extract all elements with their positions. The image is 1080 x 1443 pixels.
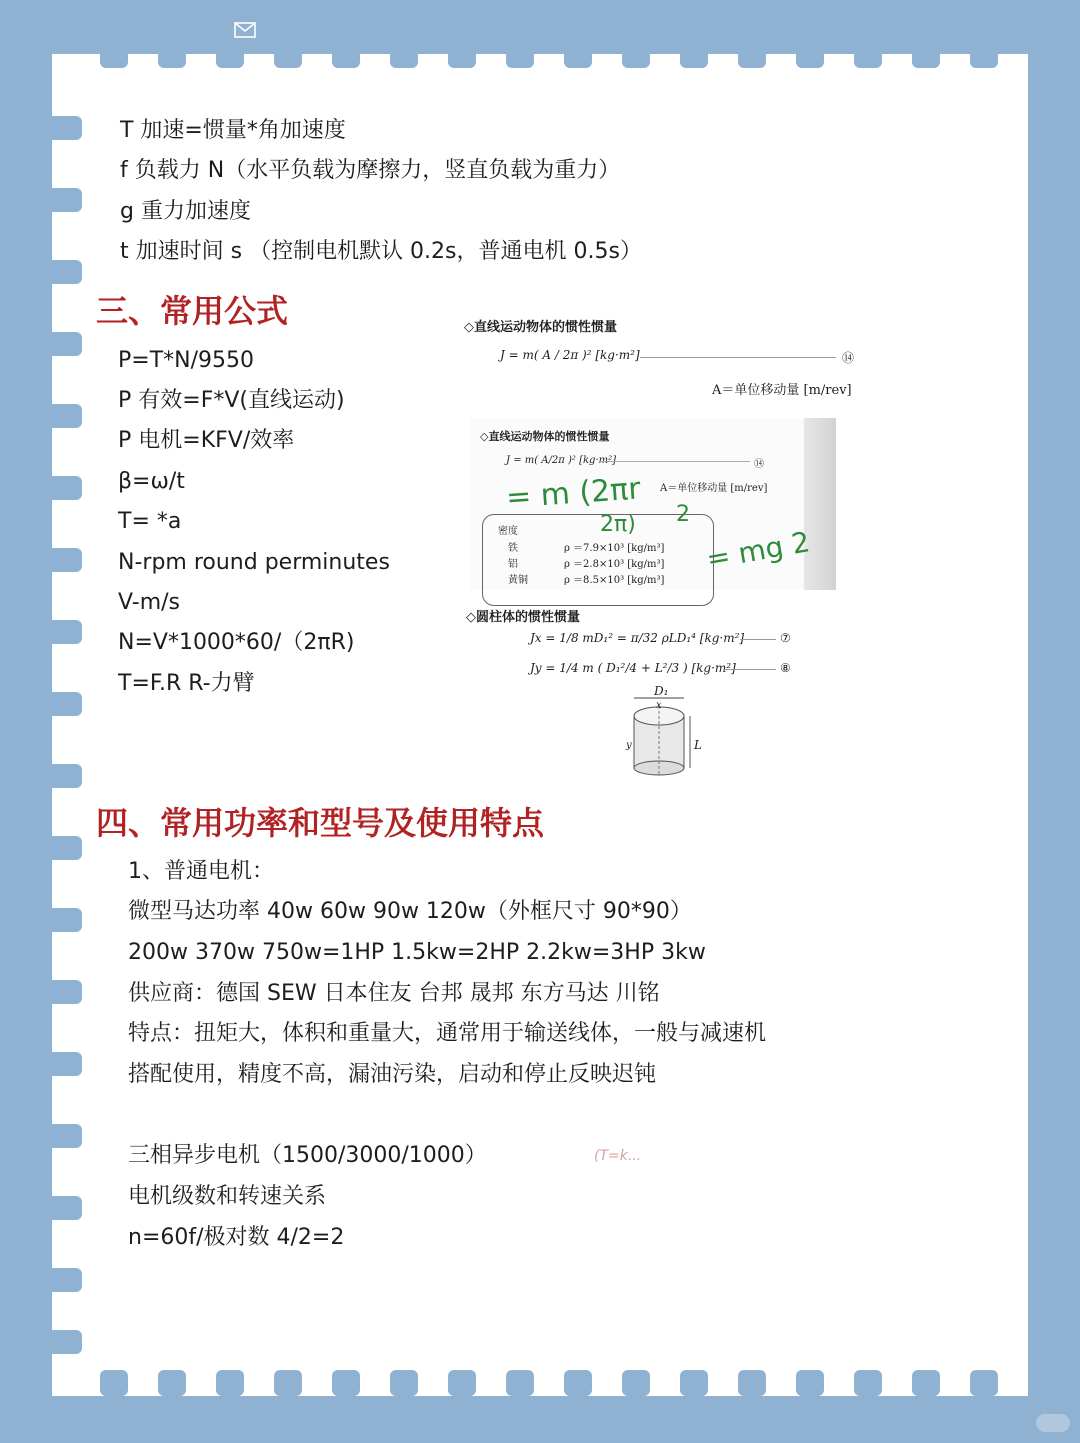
section-heading-motors: 四、常用功率和型号及使用特点 <box>96 804 545 842</box>
paragraph-line: 供应商：德国 SEW 日本住友 台邦 晟邦 东方马达 川铭 <box>128 981 660 1006</box>
density-row-value: ρ ＝8.5×10³ [kg/m³] <box>564 575 665 586</box>
binding-tooth <box>40 332 82 356</box>
binding-tooth <box>158 1370 186 1396</box>
paragraph-line: 搭配使用，精度不高，漏油污染，启动和停止反映迟钝 <box>128 1062 657 1087</box>
binding-tooth <box>448 1370 476 1396</box>
formula-line: N=V*1000*60/（2πR) <box>118 630 355 655</box>
binding-tooth <box>332 1370 360 1396</box>
equation-linear-inertia: J = m( A / 2π )² [kg·m²] <box>500 348 640 362</box>
equation-number: ⑧ <box>780 661 791 675</box>
cylinder-diagram <box>620 684 710 778</box>
figure-title-cylinder-inertia: ◇圆柱体的惯性惯量 <box>466 610 580 625</box>
text-line: T 加速=惯量*角加速度 <box>120 118 346 143</box>
binding-tooth <box>680 42 708 68</box>
binding-tooth <box>796 1370 824 1396</box>
binding-tooth <box>40 1268 82 1292</box>
figure-title-linear-inertia: ◇直线运动物体的惯性惯量 <box>464 320 617 335</box>
paragraph-line: 三相异步电机（1500/3000/1000） <box>128 1143 487 1168</box>
cylinder-label-length: L <box>694 738 702 752</box>
binding-tooth <box>216 1370 244 1396</box>
density-row-value: ρ ＝7.9×10³ [kg/m³] <box>564 543 665 554</box>
binding-tooth <box>40 836 82 860</box>
formula-line: V-m/s <box>118 590 181 615</box>
paragraph-line: 200w 370w 750w=1HP 1.5kw=2HP 2.2kw=3HP 3kw <box>128 940 706 965</box>
binding-tooth <box>40 1124 82 1148</box>
equation-number: ⑦ <box>780 631 791 645</box>
paragraph-line: n=60f/极对数 4/2=2 <box>128 1225 345 1250</box>
photo-annotated-formula <box>470 418 836 590</box>
binding-tooth <box>40 1196 82 1220</box>
binding-tooth <box>738 42 766 68</box>
text-line: t 加速时间 s （控制电机默认 0.2s，普通电机 0.5s） <box>120 239 642 264</box>
paragraph-line: 电机级数和转速关系 <box>128 1184 327 1209</box>
binding-tooth <box>564 42 592 68</box>
binding-tooth <box>40 1330 82 1354</box>
binding-tooth <box>738 1370 766 1396</box>
equation-cylinder-jy: Jy = 1/4 m ( D₁²/4 + L²/3 ) [kg·m²] <box>530 661 736 675</box>
binding-tooth <box>40 548 82 572</box>
binding-tooth <box>40 404 82 428</box>
photo-title: ◇直线运动物体的惯性惯量 <box>480 430 610 443</box>
binding-tooth <box>100 1370 128 1396</box>
binding-tooth <box>680 1370 708 1396</box>
faint-scribble: (T=k... <box>594 1148 642 1164</box>
binding-tooth <box>332 42 360 68</box>
binding-tooth <box>40 692 82 716</box>
binding-tooth <box>854 42 882 68</box>
text-line: f 负载力 N（水平负载为摩擦力，竖直负载为重力） <box>120 158 621 183</box>
watermark-badge <box>1036 1414 1070 1432</box>
equation-leader-line <box>740 639 776 640</box>
text-line: g 重力加速度 <box>120 199 251 224</box>
photo-equation-note: A＝单位移动量 [m/rev] <box>660 483 768 494</box>
binding-tooth <box>40 620 82 644</box>
binding-tooth <box>622 1370 650 1396</box>
density-row-value: ρ ＝2.8×10³ [kg/m³] <box>564 559 665 570</box>
handwriting: = m (2πr <box>504 471 642 516</box>
binding-tooth <box>40 260 82 284</box>
handwriting: 2π) <box>600 512 636 537</box>
formula-line: P 有效=F*V(直线运动) <box>118 388 345 413</box>
paragraph-line: 微型马达功率 40w 60w 90w 120w（外框尺寸 90*90） <box>128 899 692 924</box>
cylinder-label-x: x <box>656 700 662 711</box>
cylinder-label-diameter: D₁ <box>654 684 669 698</box>
paragraph-line: 1、普通电机： <box>128 859 274 884</box>
binding-tooth <box>970 42 998 68</box>
cylinder-label-y: y <box>626 740 632 751</box>
binding-tooth <box>100 42 128 68</box>
binding-tooth <box>390 1370 418 1396</box>
mail-icon <box>234 22 256 38</box>
section-heading-formulas: 三、常用公式 <box>96 292 289 330</box>
density-row-material: 铝 <box>508 559 518 570</box>
equation-cylinder-jx: Jx = 1/8 mD₁² = π/32 ρLD₁⁴ [kg·m²] <box>530 631 745 645</box>
density-table-header: 密度 <box>498 526 518 537</box>
binding-tooth <box>274 1370 302 1396</box>
binding-tooth <box>564 1370 592 1396</box>
photo-equation-number: ⑭ <box>754 459 764 470</box>
binding-tooth <box>40 476 82 500</box>
binding-tooth <box>448 42 476 68</box>
formula-line: N-rpm round perminutes <box>118 550 390 575</box>
handwriting: 2 <box>676 502 690 527</box>
formula-line: P 电机=KFV/效率 <box>118 428 295 453</box>
binding-tooth <box>912 1370 940 1396</box>
binding-tooth <box>796 42 824 68</box>
binding-tooth <box>622 42 650 68</box>
handwriting: = mg 2 <box>703 525 813 576</box>
equation-leader-line <box>724 669 776 670</box>
paragraph-line: 特点：扭矩大，体积和重量大，通常用于输送线体，一般与减速机 <box>128 1021 767 1046</box>
binding-tooth <box>390 42 418 68</box>
equation-leader-line <box>640 357 836 358</box>
binding-tooth <box>158 42 186 68</box>
density-row-material: 黄铜 <box>508 575 528 586</box>
photo-edge-shadow <box>804 418 836 590</box>
binding-tooth <box>40 908 82 932</box>
density-row-material: 铁 <box>508 543 518 554</box>
formula-line: T= *a <box>118 509 182 534</box>
equation-note: A＝单位移动量 [m/rev] <box>712 383 852 398</box>
binding-tooth <box>506 1370 534 1396</box>
equation-number: ⑭ <box>842 351 855 365</box>
binding-tooth <box>40 980 82 1004</box>
photo-equation: J = m( A/2π )² [kg·m²] <box>506 455 617 466</box>
binding-tooth <box>40 116 82 140</box>
binding-tooth <box>274 42 302 68</box>
binding-tooth <box>216 42 244 68</box>
binding-tooth <box>40 1052 82 1076</box>
formula-line: β=ω/t <box>118 469 185 494</box>
binding-tooth <box>506 42 534 68</box>
photo-leader-line <box>600 461 750 462</box>
formula-line: T=F.R R-力臂 <box>118 671 255 696</box>
formula-line: P=T*N/9550 <box>118 348 254 373</box>
binding-tooth <box>912 42 940 68</box>
binding-tooth <box>40 188 82 212</box>
binding-tooth <box>40 764 82 788</box>
binding-tooth <box>970 1370 998 1396</box>
binding-tooth <box>854 1370 882 1396</box>
